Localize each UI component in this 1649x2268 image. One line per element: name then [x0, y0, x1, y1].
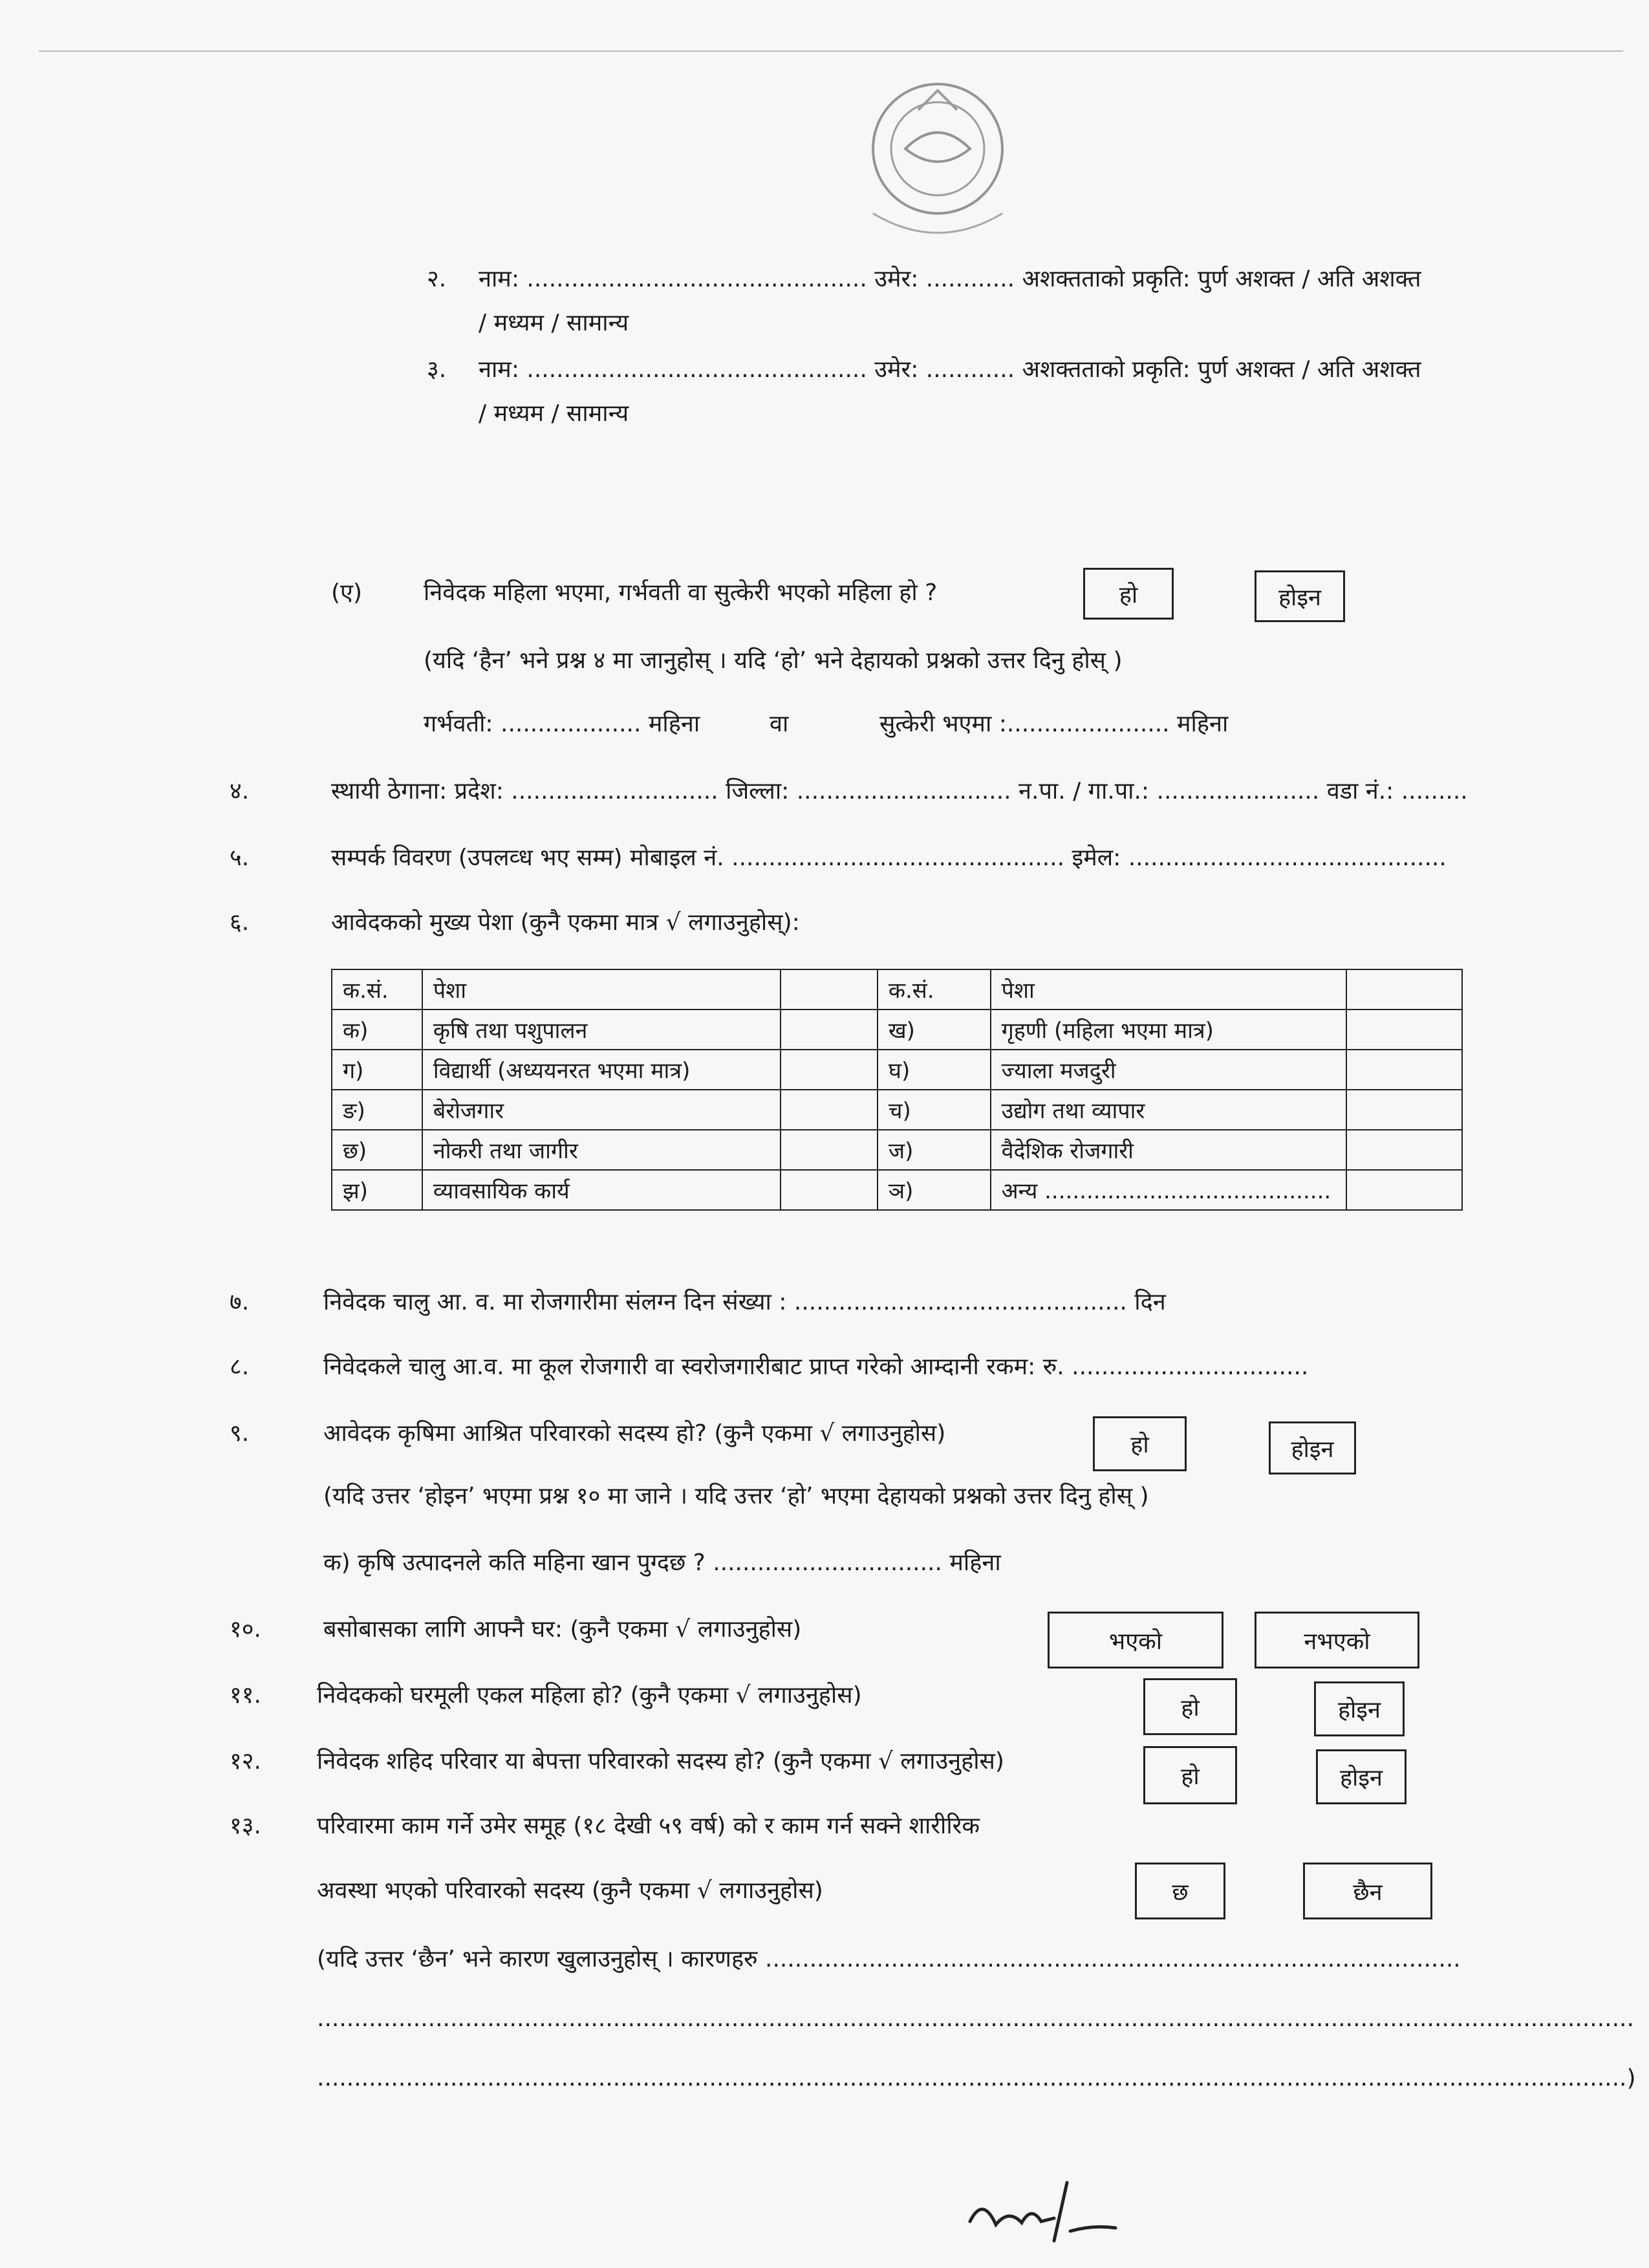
- table-row: [332, 1050, 1462, 1090]
- header-occupation: पेशा: [422, 969, 781, 1010]
- checkbox-cell[interactable]: [781, 1130, 878, 1170]
- checkbox-cell[interactable]: [1346, 1130, 1462, 1170]
- item-8-text: निवेदकले चालु आ.व. मा कूल रोजगारी वा स्वरोजगारीबाट प्राप्त गरेको आम्दानी रकम: रु. ................................: [323, 1354, 1309, 1380]
- checkbox-cell[interactable]: [1346, 1010, 1462, 1050]
- item-3-text: नाम: .............................................. उमेर: ............ अशक्तताको प्रकृति: पुर्ण अशक्त / अति अशक्त: [479, 356, 1421, 383]
- occupation-table: [331, 969, 1463, 1211]
- item-11-yes-box[interactable]: हो: [1143, 1678, 1237, 1735]
- item-5-text: सम्पर्क विवरण (उपलव्ध भए सम्म) मोबाइल नं. ............................................. इमेल: ...........................................: [331, 845, 1447, 871]
- item-12-number: १२.: [230, 1748, 261, 1775]
- serial-cell: च): [878, 1090, 991, 1130]
- header-check: [1346, 969, 1462, 1010]
- item-12-no-box[interactable]: होइन: [1316, 1749, 1406, 1804]
- table-row: [332, 1170, 1462, 1210]
- item-9-sub-question: क) कृषि उत्पादनले कति महिना खान पुग्दछ ? ............................... महिना: [323, 1550, 1001, 1576]
- checkbox-cell[interactable]: [781, 1010, 878, 1050]
- serial-cell: क): [332, 1010, 422, 1050]
- signature: [957, 2170, 1125, 2247]
- item-10-yes-box[interactable]: भएको: [1048, 1612, 1223, 1669]
- header-check: [781, 969, 878, 1010]
- item-9-note: (यदि उत्तर ‘होइन’ भएमा प्रश्न १० मा जाने । यदि उत्तर ‘हो’ भएमा देहायको प्रश्नको उत्तर दिनु होस् ): [323, 1483, 1149, 1509]
- item-e-note: (यदि ‘हैन’ भने प्रश्न ४ मा जानुहोस् । यदि ‘हो’ भने देहायको प्रश्नको उत्तर दिनु होस् ): [424, 647, 1123, 674]
- table-header-row: [332, 969, 1462, 1010]
- serial-cell: झ): [332, 1170, 422, 1210]
- item-13-number: १३.: [230, 1813, 261, 1839]
- occupation-cell: कृषि तथा पशुपालन: [422, 1010, 781, 1050]
- item-12-yes-box[interactable]: हो: [1143, 1746, 1237, 1804]
- item-4-number: ४.: [230, 778, 250, 805]
- item-e-pregnant: गर्भवती: ................... महिना: [424, 711, 700, 737]
- item-7-number: ७.: [230, 1289, 250, 1315]
- item-e-yes-box[interactable]: हो: [1083, 568, 1174, 620]
- serial-cell: ज): [878, 1130, 991, 1170]
- item-2-number: २.: [427, 266, 447, 292]
- checkbox-cell[interactable]: [781, 1170, 878, 1210]
- item-e-no-box[interactable]: होइन: [1255, 570, 1345, 622]
- serial-cell: छ): [332, 1130, 422, 1170]
- item-3-continuation: / मध्यम / सामान्य: [479, 400, 629, 427]
- item-6-text: आवेदकको मुख्य पेशा (कुनै एकमा मात्र √ लगाउनुहोस्):: [331, 909, 800, 936]
- item-9-number: ९.: [230, 1420, 250, 1447]
- item-13-text-line-2: अवस्था भएको परिवारको सदस्य (कुनै एकमा √ लगाउनुहोस): [317, 1877, 823, 1904]
- item-13-text: परिवारमा काम गर्ने उमेर समूह (१८ देखी ५९ वर्ष) को र काम गर्न सक्ने शारीरिक: [317, 1813, 980, 1839]
- item-13-yes-box[interactable]: छ: [1135, 1863, 1225, 1919]
- item-8-number: ८.: [230, 1354, 250, 1380]
- item-7-text: निवेदक चालु आ. व. मा रोजगारीमा संलग्न दिन संख्या : ............................................. दिन: [323, 1289, 1166, 1315]
- occupation-cell: बेरोजगार: [422, 1090, 781, 1130]
- item-11-text: निवेदकको घरमूली एकल महिला हो? (कुनै एकमा √ लगाउनुहोस): [317, 1682, 862, 1709]
- item-12-text: निवेदक शहिद परिवार या बेपत्ता परिवारको सदस्य हो? (कुनै एकमा √ लगाउनुहोस): [317, 1748, 1004, 1775]
- item-10-no-box[interactable]: नभएको: [1255, 1612, 1419, 1669]
- checkbox-cell[interactable]: [781, 1050, 878, 1090]
- occupation-cell: उद्योग तथा व्यापार: [991, 1090, 1346, 1130]
- checkbox-cell[interactable]: [1346, 1090, 1462, 1130]
- occupation-cell: विद्यार्थी (अध्ययनरत भएमा मात्र): [422, 1050, 781, 1090]
- occupation-cell: नोकरी तथा जागीर: [422, 1130, 781, 1170]
- table-row: [332, 1010, 1462, 1050]
- item-4-text: स्थायी ठेगाना: प्रदेश: ............................ जिल्ला: ............................. न.पा. / गा.पा.: ...................... वडा नं.: .........: [331, 778, 1468, 805]
- serial-cell: ङ): [332, 1090, 422, 1130]
- page-edge: [39, 50, 1623, 52]
- item-e-postpartum: सुत्केरी भएमा :...................... महिना: [879, 711, 1229, 737]
- item-e-text: निवेदक महिला भएमा, गर्भवती वा सुत्केरी भएको महिला हो ?: [424, 579, 938, 606]
- header-serial: क.सं.: [332, 969, 422, 1010]
- occupation-cell: अन्य .........................................: [991, 1170, 1346, 1210]
- item-10-number: १०.: [230, 1616, 261, 1643]
- serial-cell: ञ): [878, 1170, 991, 1210]
- item-9-text: आवेदक कृषिमा आश्रित परिवारको सदस्य हो? (कुनै एकमा √ लगाउनुहोस): [323, 1420, 946, 1447]
- item-5-number: ५.: [230, 845, 250, 871]
- item-11-number: ११.: [230, 1682, 261, 1709]
- item-13-reason-prompt: (यदि उत्तर ‘छैन’ भने कारण खुलाउनुहोस् । कारणहरु ..............................................................................................: [317, 1946, 1461, 1972]
- table-row: [332, 1090, 1462, 1130]
- item-3-number: ३.: [427, 356, 447, 383]
- occupation-cell: ज्याला मजदुरी: [991, 1050, 1346, 1090]
- item-6-number: ६.: [230, 909, 250, 936]
- header-occupation: पेशा: [991, 969, 1346, 1010]
- item-13-reason-line-3: .................................................................................................................................................................................): [317, 2065, 1636, 2091]
- checkbox-cell[interactable]: [781, 1090, 878, 1130]
- item-13-no-box[interactable]: छैन: [1303, 1863, 1432, 1919]
- item-2-text: नाम: .............................................. उमेर: ............ अशक्तताको प्रकृति: पुर्ण अशक्त / अति अशक्त: [479, 266, 1421, 292]
- occupation-cell: गृहणी (महिला भएमा मात्र): [991, 1010, 1346, 1050]
- item-e-or: वा: [770, 711, 789, 737]
- item-e-number: (ए): [331, 579, 362, 606]
- item-13-reason-line-2: ..................................................................................................................................................................................: [317, 2005, 1634, 2032]
- official-seal: [834, 71, 1041, 265]
- checkbox-cell[interactable]: [1346, 1050, 1462, 1090]
- header-serial: क.सं.: [878, 969, 991, 1010]
- table-row: [332, 1130, 1462, 1170]
- item-2-continuation: / मध्यम / सामान्य: [479, 310, 629, 336]
- checkbox-cell[interactable]: [1346, 1170, 1462, 1210]
- item-11-no-box[interactable]: होइन: [1314, 1681, 1405, 1736]
- occupation-cell: व्यावसायिक कार्य: [422, 1170, 781, 1210]
- serial-cell: ख): [878, 1010, 991, 1050]
- serial-cell: घ): [878, 1050, 991, 1090]
- item-10-text: बसोबासका लागि आफ्नै घर: (कुनै एकमा √ लगाउनुहोस): [323, 1616, 802, 1643]
- item-9-yes-box[interactable]: हो: [1093, 1416, 1187, 1471]
- item-9-no-box[interactable]: होइन: [1269, 1421, 1356, 1474]
- occupation-cell: वैदेशिक रोजगारी: [991, 1130, 1346, 1170]
- serial-cell: ग): [332, 1050, 422, 1090]
